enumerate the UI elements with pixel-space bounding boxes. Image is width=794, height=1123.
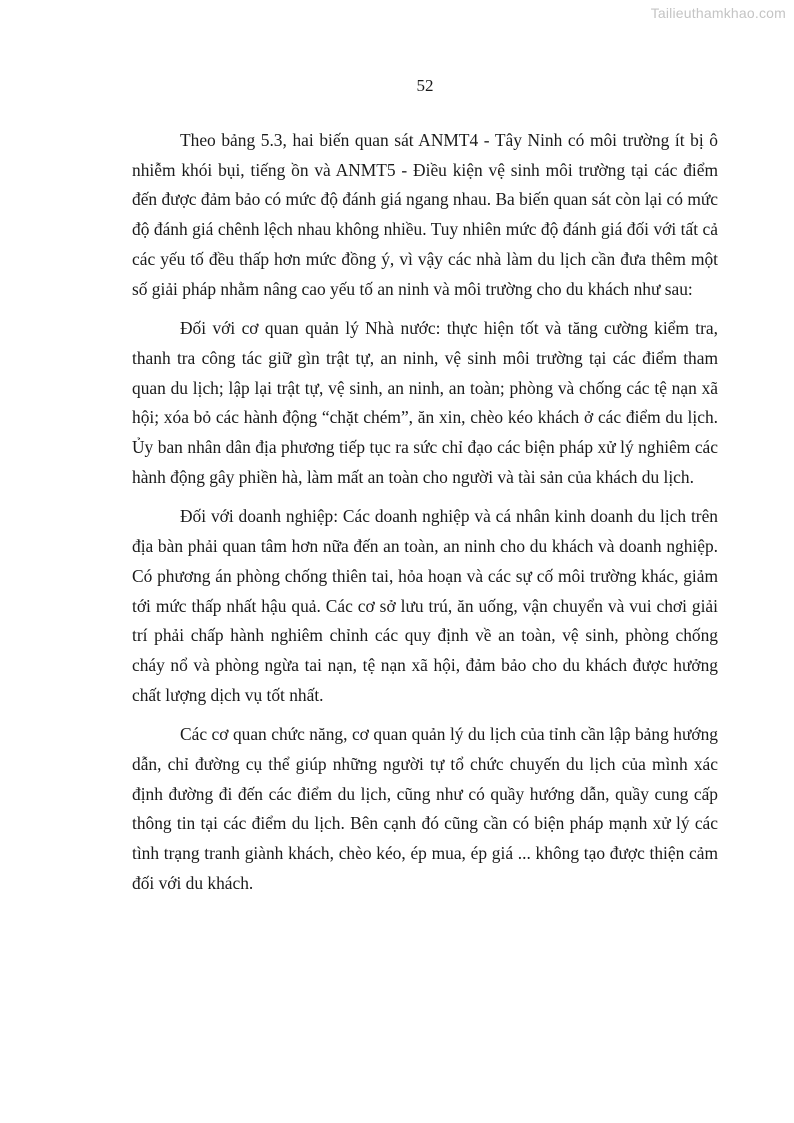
paragraph-4: Các cơ quan chức năng, cơ quan quản lý du lịch của tỉnh cần lập bảng hướng dẫn, chỉ đường cụ thể giúp những người tự tổ chức chuyến du lịch của mình xác định đường đi đến các điểm du lịch, cũng như có quầy hướng dẫn, quầy cung cấp thông tin tại các điểm du lịch. Bên cạnh đó cũng cần có biện pháp mạnh xử lý các tình trạng tranh giành khách, chèo kéo, ép mua, ép giá ... không tạo được thiện cảm đối với du khách. bbox=[132, 724, 718, 893]
document-body bbox=[132, 126, 718, 909]
page-number: 52 bbox=[416, 76, 434, 95]
watermark-text: Tailieuthamkhao.com bbox=[650, 5, 786, 21]
paragraph-2: Đối với cơ quan quản lý Nhà nước: thực hiện tốt và tăng cường kiểm tra, thanh tra công tác giữ gìn trật tự, an ninh, vệ sinh môi trường tại các điểm tham quan du lịch; lập lại trật tự, vệ sinh, an ninh, an toàn; phòng và chống các tệ nạn xã hội; xóa bỏ các hành động “chặt chém”, ăn xin, chèo kéo khách ở các điểm du lịch. Ủy ban nhân dân địa phương tiếp tục ra sức chỉ đạo các biện pháp xử lý nghiêm các hành động gây phiền hà, làm mất an toàn cho người và tài sản của khách du lịch. bbox=[132, 318, 718, 487]
paragraph-1: Theo bảng 5.3, hai biến quan sát ANMT4 - Tây Ninh có môi trường ít bị ô nhiễm khói bụi, tiếng ồn và ANMT5 - Điều kiện vệ sinh môi trường tại các điểm đến được đảm bảo có mức độ đánh giá ngang nhau. Ba biến quan sát còn lại có mức độ đánh giá chênh lệch nhau không nhiều. Tuy nhiên mức độ đánh giá đối với tất cả các yếu tố đều thấp hơn mức đồng ý, vì vậy các nhà làm du lịch cần đưa thêm một số giải pháp nhằm nâng cao yếu tố an ninh và môi trường cho du khách như sau: bbox=[132, 130, 718, 299]
paragraph-3: Đối với doanh nghiệp: Các doanh nghiệp và cá nhân kinh doanh du lịch trên địa bàn phải quan tâm hơn nữa đến an toàn, an ninh cho du khách và doanh nghiệp. Có phương án phòng chống thiên tai, hỏa hoạn và các sự cố môi trường khác, giảm tới mức thấp nhất hậu quả. Các cơ sở lưu trú, ăn uống, vận chuyển và vui chơi giải trí phải chấp hành nghiêm chỉnh các quy định về an toàn, vệ sinh, phòng chống cháy nổ và phòng ngừa tai nạn, tệ nạn xã hội, đảm bảo cho du khách được hưởng chất lượng dịch vụ tốt nhất. bbox=[132, 506, 718, 705]
